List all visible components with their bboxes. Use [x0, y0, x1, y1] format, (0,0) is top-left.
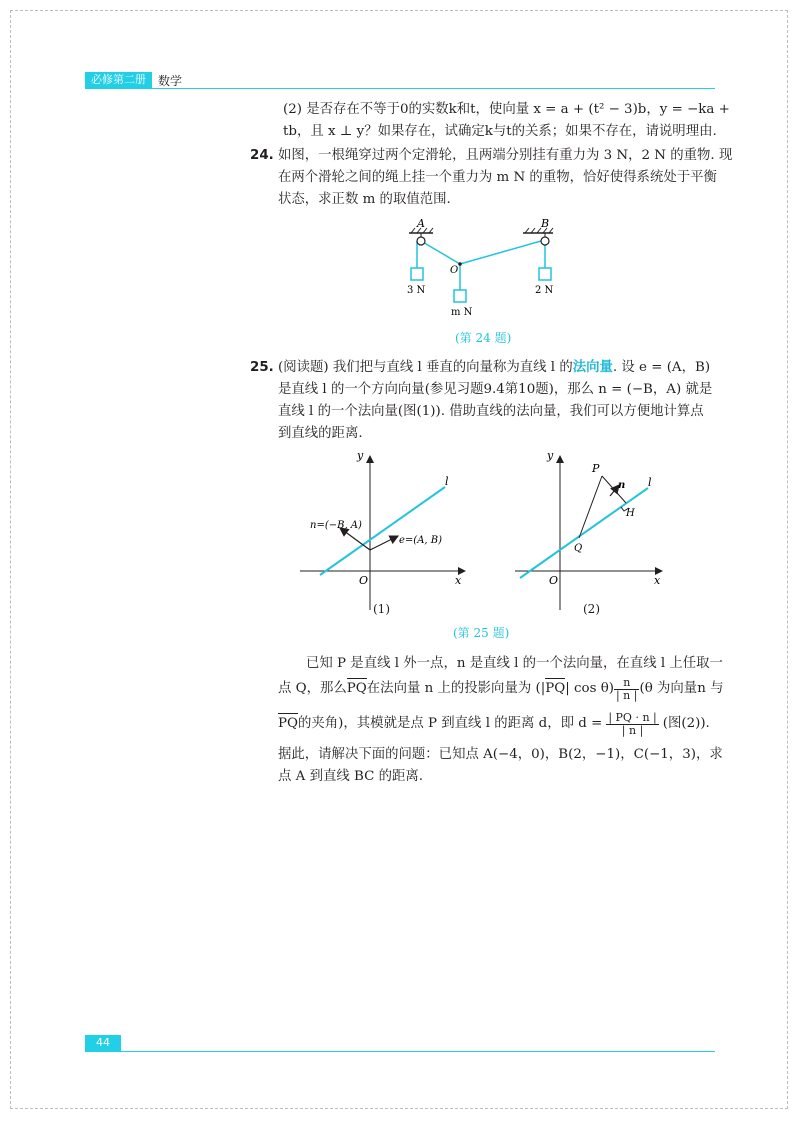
p25-text2-b: 在法向量 n 上的投影向量为 (| — [366, 681, 546, 696]
pulley-a — [417, 237, 425, 245]
fig2-point-q: Q — [574, 543, 583, 554]
figure-25-1 — [295, 450, 470, 615]
figure-25-2 — [510, 450, 670, 615]
page-number: 44 — [85, 1035, 121, 1051]
fig2-caption: (2) — [583, 602, 600, 616]
p25-text3 — [278, 709, 710, 739]
vector-pq-3: PQ — [278, 713, 298, 735]
fig1-origin: O — [359, 574, 369, 587]
p24-number: 24. — [250, 148, 274, 163]
pulley-b — [541, 237, 549, 245]
book-badge: 必修第二册 — [85, 72, 152, 88]
weight-left-label: 3 N — [407, 285, 426, 296]
p25-text2-d: (θ 为向量n 与 — [639, 681, 724, 696]
p25-line1-text-a: (阅读题) 我们把与直线 l 垂直的向量称为直线 l 的 — [278, 360, 573, 375]
fig1-caption: (1) — [373, 602, 390, 616]
figure-25-caption: (第 25 题) — [453, 626, 510, 640]
fig2-x-label: x — [654, 574, 661, 587]
p25-text2-c: | cos θ) — [565, 681, 614, 696]
weight-right-label: 2 N — [535, 285, 554, 296]
fig1-e-label: e=(A, B) — [399, 535, 443, 546]
fig1-line-l: l — [445, 475, 449, 488]
label-o: O — [450, 265, 459, 276]
p25-line3: 直线 l 的一个法向量(图(1)). 借助直线的法向量，我们可以方便地计算点 — [278, 404, 704, 419]
vector-pq-2: PQ — [545, 678, 565, 700]
p25-line1 — [278, 357, 710, 379]
p23-line1: (2) 是否存在不等于0的实数k和t，使向量 x = a + (t² − 3)b，y = −ka + — [283, 102, 730, 117]
distance-fraction — [606, 712, 658, 737]
p24-line1: 如图，一根绳穿过两个定滑轮，且两端分别挂有重力为 3 N，2 N 的重物. 现 — [278, 148, 733, 163]
unit-normal-fraction — [614, 677, 640, 702]
p24-line3: 状态，求正数 m 的取值范围. — [278, 192, 451, 207]
p25-text2 — [278, 675, 723, 703]
figure-24-pulleys — [395, 218, 575, 323]
label-b: B — [541, 218, 550, 230]
figure-24-caption: (第 24 题) — [455, 331, 512, 345]
fig2-point-h: H — [626, 508, 635, 519]
p25-number: 25. — [250, 360, 274, 375]
label-a: A — [417, 218, 425, 230]
p25-line2: 是直线 l 的一个方向向量(参见习题9.4第10题)，那么 n = (−B，A) 就是 — [278, 382, 713, 397]
fig2-point-p: P — [592, 462, 600, 475]
fig2-origin: O — [549, 574, 559, 587]
p24-line2: 在两个滑轮之间的绳上挂一个重力为 m N 的重物，恰好使得系统处于平衡 — [278, 170, 717, 185]
p25-text2-a: 点 Q，那么 — [278, 681, 347, 696]
fig2-y-label: y — [547, 450, 554, 462]
frac-d-top: | PQ · n | — [608, 710, 657, 724]
weight-mid-label: m N — [451, 307, 473, 318]
p25-text3-c: (图(2)). — [662, 716, 710, 731]
p25-line1-text-b: . 设 e = (A，B) — [612, 360, 711, 375]
p23-line2: tb，且 x ⊥ y？如果存在，试确定k与t的关系；如果不存在，请说明理由. — [283, 124, 717, 139]
fig2-n-label: n — [618, 480, 626, 491]
footer-rule — [85, 1051, 715, 1052]
p25-text1: 已知 P 是直线 l 外一点，n 是直线 l 的一个法向量，在直线 l 上任取一 — [306, 656, 723, 671]
fig1-n-label: n=(−B, A) — [310, 520, 362, 531]
running-header — [85, 72, 182, 88]
frac-n-bot: | n | — [615, 688, 638, 702]
frac-n-top: n — [614, 677, 640, 690]
frac-d-bot: | n | — [621, 723, 644, 737]
p25-text4: 据此，请解决下面的问题：已知点 A(−4，0)，B(2，−1)，C(−1，3)，求 — [278, 747, 723, 762]
subject-label: 数学 — [158, 73, 183, 88]
p25-text5: 点 A 到直线 BC 的距离. — [278, 769, 424, 784]
p25-line4: 到直线的距离. — [278, 426, 363, 441]
normal-vector-term: 法向量 — [572, 360, 613, 375]
vector-pq: PQ — [347, 678, 367, 700]
fig1-y-label: y — [357, 450, 364, 462]
p25-text3-b: 的夹角)，其模就是点 P 到直线 l 的距离 d，即 d = — [298, 716, 603, 731]
fig2-line-l: l — [648, 476, 652, 489]
header-rule — [85, 88, 715, 89]
fig1-x-label: x — [455, 574, 462, 587]
